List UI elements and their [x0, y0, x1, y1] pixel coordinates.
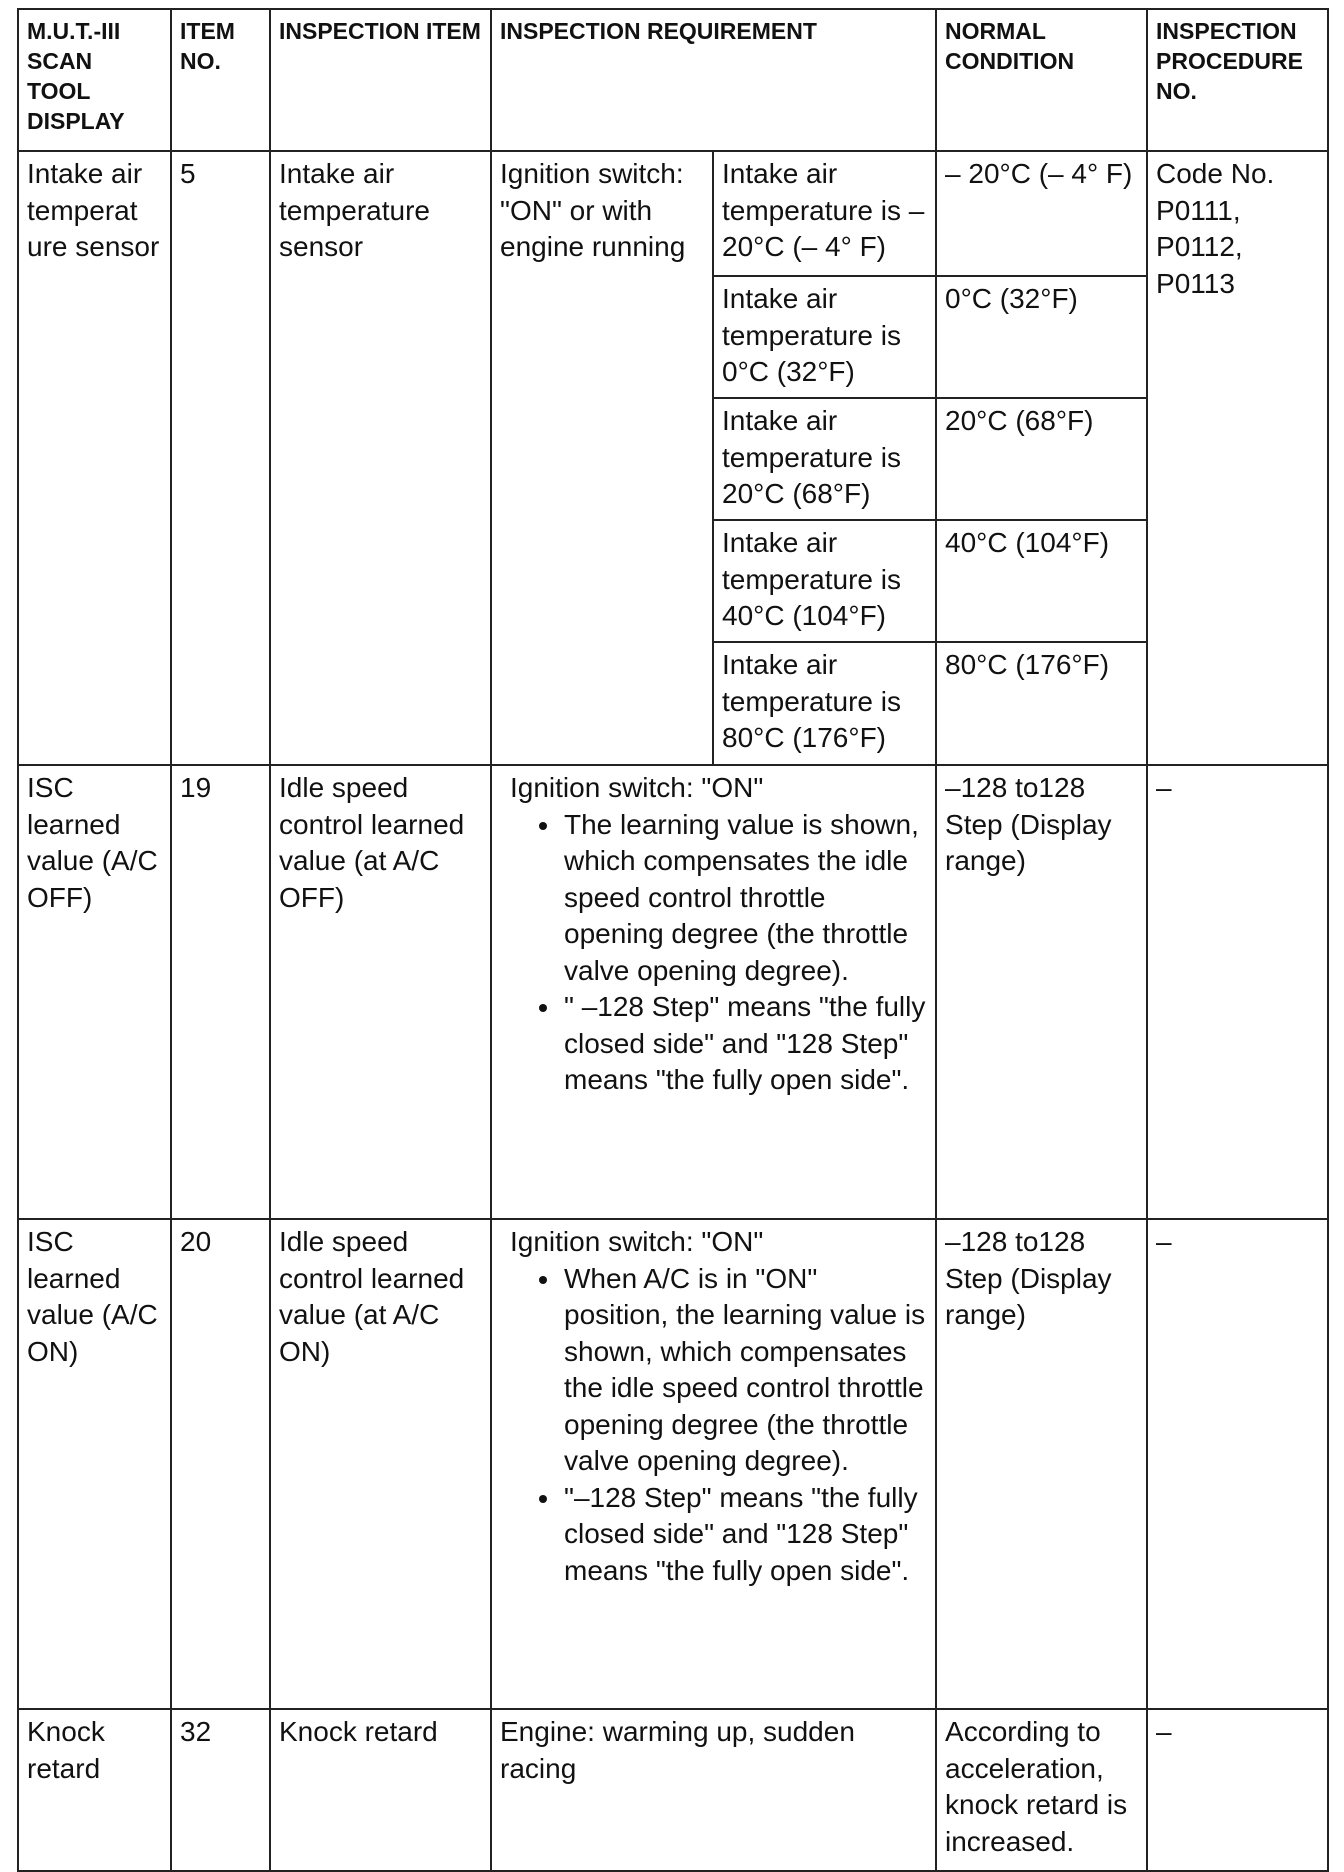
cell-inspection-item: Idle speed control learned value (at A/C ON): [270, 1219, 491, 1709]
cell-requirement: Intake air temperature is 20°C (68°F): [713, 398, 936, 520]
cell-display: ISC learned value (A/C ON): [18, 1219, 171, 1709]
bullet-item: • "–128 Step" means "the fully closed side" and "128 Step" means "the fully open side".: [562, 1480, 927, 1590]
bullet-item: • When A/C is in "ON" position, the learning value is shown, which compensates the idle speed control throttle opening degree (the throttle valve opening degree).: [562, 1261, 927, 1480]
cell-normal-condition: 0°C (32°F): [936, 276, 1147, 398]
cell-requirement: Intake air temperature is 0°C (32°F): [713, 276, 936, 398]
cell-item-no: 5: [171, 151, 270, 765]
cell-item-no: 19: [171, 765, 270, 1219]
cell-inspection-item: Intake air temperature sensor: [270, 151, 491, 765]
table-row: [18, 1709, 1328, 1871]
cell-normal-condition: 20°C (68°F): [936, 398, 1147, 520]
cell-procedure: Code No. P0111, P0112, P0113: [1147, 151, 1328, 765]
cell-procedure: –: [1147, 765, 1328, 1219]
header-requirement: INSPECTION REQUIREMENT: [491, 9, 936, 151]
cell-normal-condition: – 20°C (– 4° F): [936, 151, 1147, 276]
cell-display: Knock retard: [18, 1709, 171, 1871]
table-row: [18, 765, 1328, 1219]
cell-requirement: Engine: warming up, sudden racing: [491, 1709, 936, 1871]
cell-requirement: Intake air temperature is 40°C (104°F): [713, 520, 936, 642]
cell-procedure: –: [1147, 1219, 1328, 1709]
cell-requirement: [491, 765, 936, 1219]
requirement-heading: Ignition switch: "ON": [510, 772, 764, 803]
cell-normal-condition: 80°C (176°F): [936, 642, 1147, 765]
cell-item-no: 32: [171, 1709, 270, 1871]
header-display: M.U.T.-III SCAN TOOL DISPLAY: [18, 9, 171, 151]
requirement-bullets: [500, 807, 927, 1099]
requirement-heading: Ignition switch: "ON": [510, 1226, 764, 1257]
cell-requirement: [491, 1219, 936, 1709]
cell-normal-condition: According to acceleration, knock retard is increased.: [936, 1709, 1147, 1871]
cell-normal-condition: 40°C (104°F): [936, 520, 1147, 642]
cell-requirement: Intake air temperature is 80°C (176°F): [713, 642, 936, 765]
table-row: [18, 1219, 1328, 1709]
requirement-bullets: [500, 1261, 927, 1590]
cell-inspection-item: Idle speed control learned value (at A/C OFF): [270, 765, 491, 1219]
cell-inspection-item: Knock retard: [270, 1709, 491, 1871]
cell-display: Intake air temperat ure sensor: [18, 151, 171, 765]
bullet-item: • " –128 Step" means "the fully closed side" and "128 Step" means "the fully open side".: [562, 989, 927, 1099]
header-procedure: INSPECTION PROCEDURE NO.: [1147, 9, 1328, 151]
cell-normal-condition: –128 to128 Step (Display range): [936, 1219, 1147, 1709]
header-row: [18, 9, 1328, 151]
header-normal-condition: NORMAL CONDITION: [936, 9, 1147, 151]
bullet-item: • The learning value is shown, which compensates the idle speed control throttle opening degree (the throttle valve opening degree).: [562, 807, 927, 990]
cell-procedure: –: [1147, 1709, 1328, 1871]
inspection-table: [17, 8, 1329, 1872]
cell-requirement: Intake air temperature is – 20°C (– 4° F): [713, 151, 936, 276]
header-inspection-item: INSPECTION ITEM: [270, 9, 491, 151]
cell-condition: Ignition switch: "ON" or with engine running: [491, 151, 713, 765]
header-item-no: ITEM NO.: [171, 9, 270, 151]
table-row: [18, 151, 1328, 276]
cell-normal-condition: –128 to128 Step (Display range): [936, 765, 1147, 1219]
cell-item-no: 20: [171, 1219, 270, 1709]
cell-display: ISC learned value (A/C OFF): [18, 765, 171, 1219]
